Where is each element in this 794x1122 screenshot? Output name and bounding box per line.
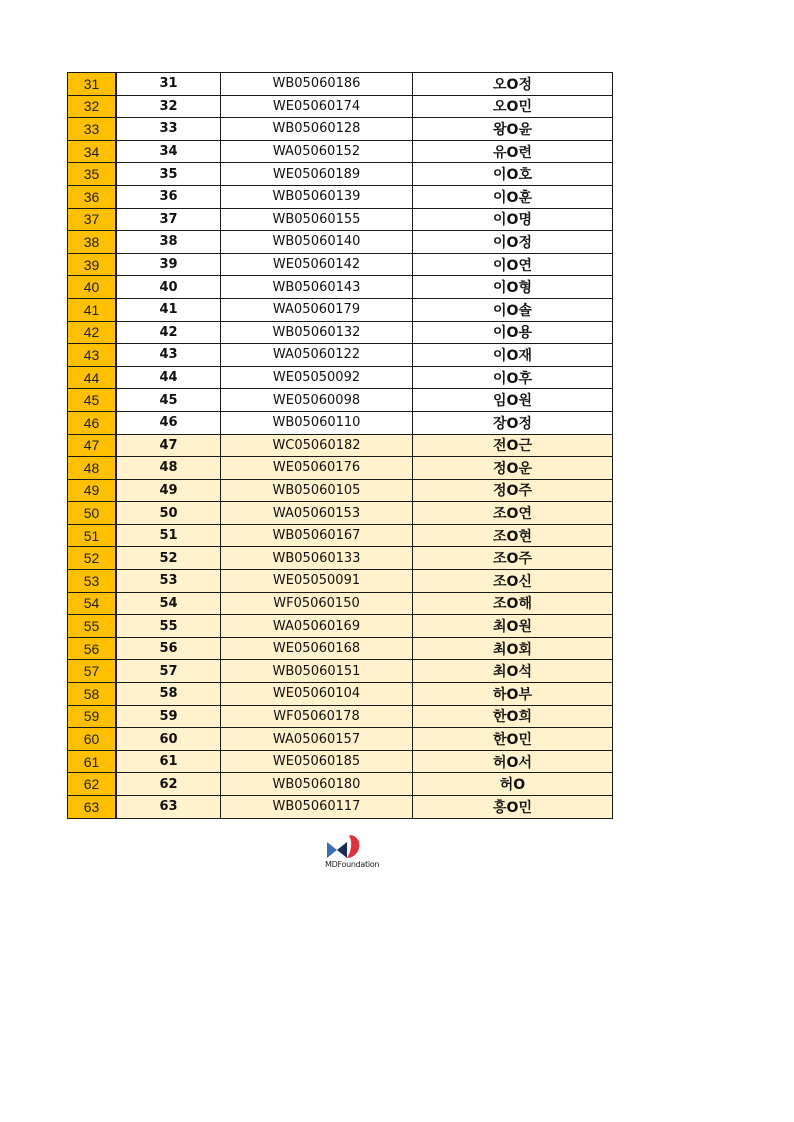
code-cell[interactable]: WE05050092 bbox=[221, 366, 413, 389]
name-cell[interactable]: 이O솔 bbox=[413, 298, 613, 321]
name-cell[interactable]: 조O연 bbox=[413, 502, 613, 525]
row-number-cell[interactable]: 43 bbox=[68, 344, 117, 367]
code-cell[interactable]: WE05060185 bbox=[221, 750, 413, 773]
number-cell[interactable]: 63 bbox=[116, 796, 221, 819]
number-cell[interactable]: 34 bbox=[116, 140, 221, 163]
name-cell[interactable]: 정O운 bbox=[413, 457, 613, 480]
number-cell[interactable]: 32 bbox=[116, 95, 221, 118]
table-row bbox=[68, 95, 613, 118]
row-number-cell[interactable]: 45 bbox=[68, 389, 117, 412]
number-cell[interactable]: 40 bbox=[116, 276, 221, 299]
md-foundation-logo-icon bbox=[325, 832, 369, 860]
code-cell[interactable]: WA05060152 bbox=[221, 140, 413, 163]
table-row bbox=[68, 163, 613, 186]
number-cell[interactable]: 43 bbox=[116, 344, 221, 367]
table-row bbox=[68, 434, 613, 457]
table-body bbox=[68, 73, 613, 819]
name-cell[interactable]: 이O훈 bbox=[413, 185, 613, 208]
code-cell[interactable]: WE05060174 bbox=[221, 95, 413, 118]
number-cell[interactable]: 33 bbox=[116, 118, 221, 141]
table-row bbox=[68, 547, 613, 570]
row-number-cell[interactable]: 63 bbox=[68, 796, 117, 819]
table-row bbox=[68, 411, 613, 434]
number-cell[interactable]: 59 bbox=[116, 705, 221, 728]
name-cell[interactable]: 최O원 bbox=[413, 615, 613, 638]
name-cell[interactable]: 임O원 bbox=[413, 389, 613, 412]
row-number-cell[interactable]: 60 bbox=[68, 728, 117, 751]
code-cell[interactable]: WA05060179 bbox=[221, 298, 413, 321]
table-row bbox=[68, 705, 613, 728]
table-row bbox=[68, 231, 613, 254]
code-cell[interactable]: WE05060168 bbox=[221, 637, 413, 660]
table-row bbox=[68, 366, 613, 389]
number-cell[interactable]: 51 bbox=[116, 524, 221, 547]
table-row bbox=[68, 660, 613, 683]
name-cell[interactable]: 최O석 bbox=[413, 660, 613, 683]
code-cell[interactable]: WB05060151 bbox=[221, 660, 413, 683]
code-cell[interactable]: WB05060105 bbox=[221, 479, 413, 502]
name-cell[interactable]: 전O근 bbox=[413, 434, 613, 457]
code-cell[interactable]: WB05060133 bbox=[221, 547, 413, 570]
row-number-cell[interactable]: 56 bbox=[68, 637, 117, 660]
code-cell[interactable]: WB05060110 bbox=[221, 411, 413, 434]
table-row bbox=[68, 344, 613, 367]
table-row bbox=[68, 321, 613, 344]
number-cell[interactable]: 42 bbox=[116, 321, 221, 344]
number-cell[interactable]: 57 bbox=[116, 660, 221, 683]
row-number-cell[interactable]: 52 bbox=[68, 547, 117, 570]
name-cell[interactable]: 정O주 bbox=[413, 479, 613, 502]
name-cell[interactable]: 이O후 bbox=[413, 366, 613, 389]
code-cell[interactable]: WE05060176 bbox=[221, 457, 413, 480]
row-number-cell[interactable]: 48 bbox=[68, 457, 117, 480]
logo-text: MDFoundation bbox=[325, 860, 380, 869]
table-row bbox=[68, 570, 613, 593]
row-number-cell[interactable]: 40 bbox=[68, 276, 117, 299]
name-cell[interactable]: 허O서 bbox=[413, 750, 613, 773]
row-number-cell[interactable]: 59 bbox=[68, 705, 117, 728]
code-cell[interactable]: WA05060122 bbox=[221, 344, 413, 367]
number-cell[interactable]: 60 bbox=[116, 728, 221, 751]
number-cell[interactable]: 49 bbox=[116, 479, 221, 502]
code-cell[interactable]: WB05060132 bbox=[221, 321, 413, 344]
table-row bbox=[68, 208, 613, 231]
row-number-cell[interactable]: 42 bbox=[68, 321, 117, 344]
table-row bbox=[68, 773, 613, 796]
row-number-cell[interactable]: 47 bbox=[68, 434, 117, 457]
name-cell[interactable]: 하O부 bbox=[413, 683, 613, 706]
code-cell[interactable]: WA05060153 bbox=[221, 502, 413, 525]
row-number-cell[interactable]: 35 bbox=[68, 163, 117, 186]
name-cell[interactable]: 한O희 bbox=[413, 705, 613, 728]
code-cell[interactable]: WB05060167 bbox=[221, 524, 413, 547]
table-row bbox=[68, 276, 613, 299]
row-number-cell[interactable]: 41 bbox=[68, 298, 117, 321]
number-cell[interactable]: 62 bbox=[116, 773, 221, 796]
row-number-cell[interactable]: 57 bbox=[68, 660, 117, 683]
name-cell[interactable]: 허O bbox=[413, 773, 613, 796]
row-number-cell[interactable]: 62 bbox=[68, 773, 117, 796]
name-cell[interactable]: 이O호 bbox=[413, 163, 613, 186]
row-number-cell[interactable]: 37 bbox=[68, 208, 117, 231]
number-cell[interactable]: 56 bbox=[116, 637, 221, 660]
row-number-cell[interactable]: 34 bbox=[68, 140, 117, 163]
number-cell[interactable]: 54 bbox=[116, 592, 221, 615]
number-cell[interactable]: 39 bbox=[116, 253, 221, 276]
name-cell[interactable]: 장O정 bbox=[413, 411, 613, 434]
code-cell[interactable]: WE05050091 bbox=[221, 570, 413, 593]
md-foundation-logo bbox=[325, 832, 387, 872]
name-cell[interactable]: 조O현 bbox=[413, 524, 613, 547]
name-cell[interactable]: 유O련 bbox=[413, 140, 613, 163]
code-cell[interactable]: WE05060098 bbox=[221, 389, 413, 412]
number-cell[interactable]: 45 bbox=[116, 389, 221, 412]
row-number-cell[interactable]: 38 bbox=[68, 231, 117, 254]
row-number-cell[interactable]: 46 bbox=[68, 411, 117, 434]
number-cell[interactable]: 41 bbox=[116, 298, 221, 321]
code-cell[interactable]: WF05060150 bbox=[221, 592, 413, 615]
table-row bbox=[68, 253, 613, 276]
table-row bbox=[68, 140, 613, 163]
row-number-cell[interactable]: 58 bbox=[68, 683, 117, 706]
number-cell[interactable]: 44 bbox=[116, 366, 221, 389]
table-row bbox=[68, 118, 613, 141]
name-cell[interactable]: 왕O윤 bbox=[413, 118, 613, 141]
number-cell[interactable]: 50 bbox=[116, 502, 221, 525]
table-row bbox=[68, 502, 613, 525]
table-row bbox=[68, 796, 613, 819]
table-row bbox=[68, 457, 613, 480]
name-cell[interactable]: 조O주 bbox=[413, 547, 613, 570]
row-number-cell[interactable]: 61 bbox=[68, 750, 117, 773]
code-cell[interactable]: WA05060157 bbox=[221, 728, 413, 751]
code-cell[interactable]: WB05060180 bbox=[221, 773, 413, 796]
number-cell[interactable]: 36 bbox=[116, 185, 221, 208]
number-cell[interactable]: 58 bbox=[116, 683, 221, 706]
name-cell[interactable]: 오O민 bbox=[413, 95, 613, 118]
name-cell[interactable]: 이O재 bbox=[413, 344, 613, 367]
name-cell[interactable]: 이O연 bbox=[413, 253, 613, 276]
number-cell[interactable]: 38 bbox=[116, 231, 221, 254]
number-cell[interactable]: 31 bbox=[116, 73, 221, 96]
number-cell[interactable]: 47 bbox=[116, 434, 221, 457]
name-cell[interactable]: 오O정 bbox=[413, 73, 613, 96]
number-cell[interactable]: 48 bbox=[116, 457, 221, 480]
table-row bbox=[68, 298, 613, 321]
code-cell[interactable]: WB05060186 bbox=[221, 73, 413, 96]
number-cell[interactable]: 55 bbox=[116, 615, 221, 638]
table-row bbox=[68, 728, 613, 751]
row-number-cell[interactable]: 39 bbox=[68, 253, 117, 276]
row-number-cell[interactable]: 32 bbox=[68, 95, 117, 118]
number-cell[interactable]: 52 bbox=[116, 547, 221, 570]
table-row bbox=[68, 479, 613, 502]
name-cell[interactable]: 홍O민 bbox=[413, 796, 613, 819]
row-number-cell[interactable]: 51 bbox=[68, 524, 117, 547]
row-number-cell[interactable]: 54 bbox=[68, 592, 117, 615]
table-row bbox=[68, 750, 613, 773]
name-cell[interactable]: 최O회 bbox=[413, 637, 613, 660]
code-cell[interactable]: WE05060104 bbox=[221, 683, 413, 706]
name-cell[interactable]: 이O형 bbox=[413, 276, 613, 299]
name-cell[interactable]: 조O해 bbox=[413, 592, 613, 615]
code-cell[interactable]: WC05060182 bbox=[221, 434, 413, 457]
code-cell[interactable]: WB05060155 bbox=[221, 208, 413, 231]
name-cell[interactable]: 이O명 bbox=[413, 208, 613, 231]
row-number-cell[interactable]: 33 bbox=[68, 118, 117, 141]
code-cell[interactable]: WE05060142 bbox=[221, 253, 413, 276]
table-row bbox=[68, 615, 613, 638]
number-cell[interactable]: 35 bbox=[116, 163, 221, 186]
name-cell[interactable]: 이O정 bbox=[413, 231, 613, 254]
code-cell[interactable]: WA05060169 bbox=[221, 615, 413, 638]
code-cell[interactable]: WB05060117 bbox=[221, 796, 413, 819]
row-number-cell[interactable]: 36 bbox=[68, 185, 117, 208]
row-number-cell[interactable]: 49 bbox=[68, 479, 117, 502]
number-cell[interactable]: 46 bbox=[116, 411, 221, 434]
code-cell[interactable]: WB05060143 bbox=[221, 276, 413, 299]
table-row bbox=[68, 637, 613, 660]
name-cell[interactable]: 이O용 bbox=[413, 321, 613, 344]
code-cell[interactable]: WB05060140 bbox=[221, 231, 413, 254]
number-cell[interactable]: 61 bbox=[116, 750, 221, 773]
spreadsheet bbox=[67, 72, 613, 819]
table-row bbox=[68, 73, 613, 96]
table-row bbox=[68, 592, 613, 615]
table-row bbox=[68, 389, 613, 412]
name-cell[interactable]: 조O신 bbox=[413, 570, 613, 593]
code-cell[interactable]: WB05060128 bbox=[221, 118, 413, 141]
row-number-cell[interactable]: 53 bbox=[68, 570, 117, 593]
table-row bbox=[68, 683, 613, 706]
participant-table bbox=[67, 72, 613, 819]
table-row bbox=[68, 185, 613, 208]
row-number-cell[interactable]: 31 bbox=[68, 73, 117, 96]
code-cell[interactable]: WE05060189 bbox=[221, 163, 413, 186]
row-number-cell[interactable]: 44 bbox=[68, 366, 117, 389]
code-cell[interactable]: WB05060139 bbox=[221, 185, 413, 208]
row-number-cell[interactable]: 50 bbox=[68, 502, 117, 525]
number-cell[interactable]: 37 bbox=[116, 208, 221, 231]
row-number-cell[interactable]: 55 bbox=[68, 615, 117, 638]
table-row bbox=[68, 524, 613, 547]
number-cell[interactable]: 53 bbox=[116, 570, 221, 593]
name-cell[interactable]: 한O민 bbox=[413, 728, 613, 751]
code-cell[interactable]: WF05060178 bbox=[221, 705, 413, 728]
